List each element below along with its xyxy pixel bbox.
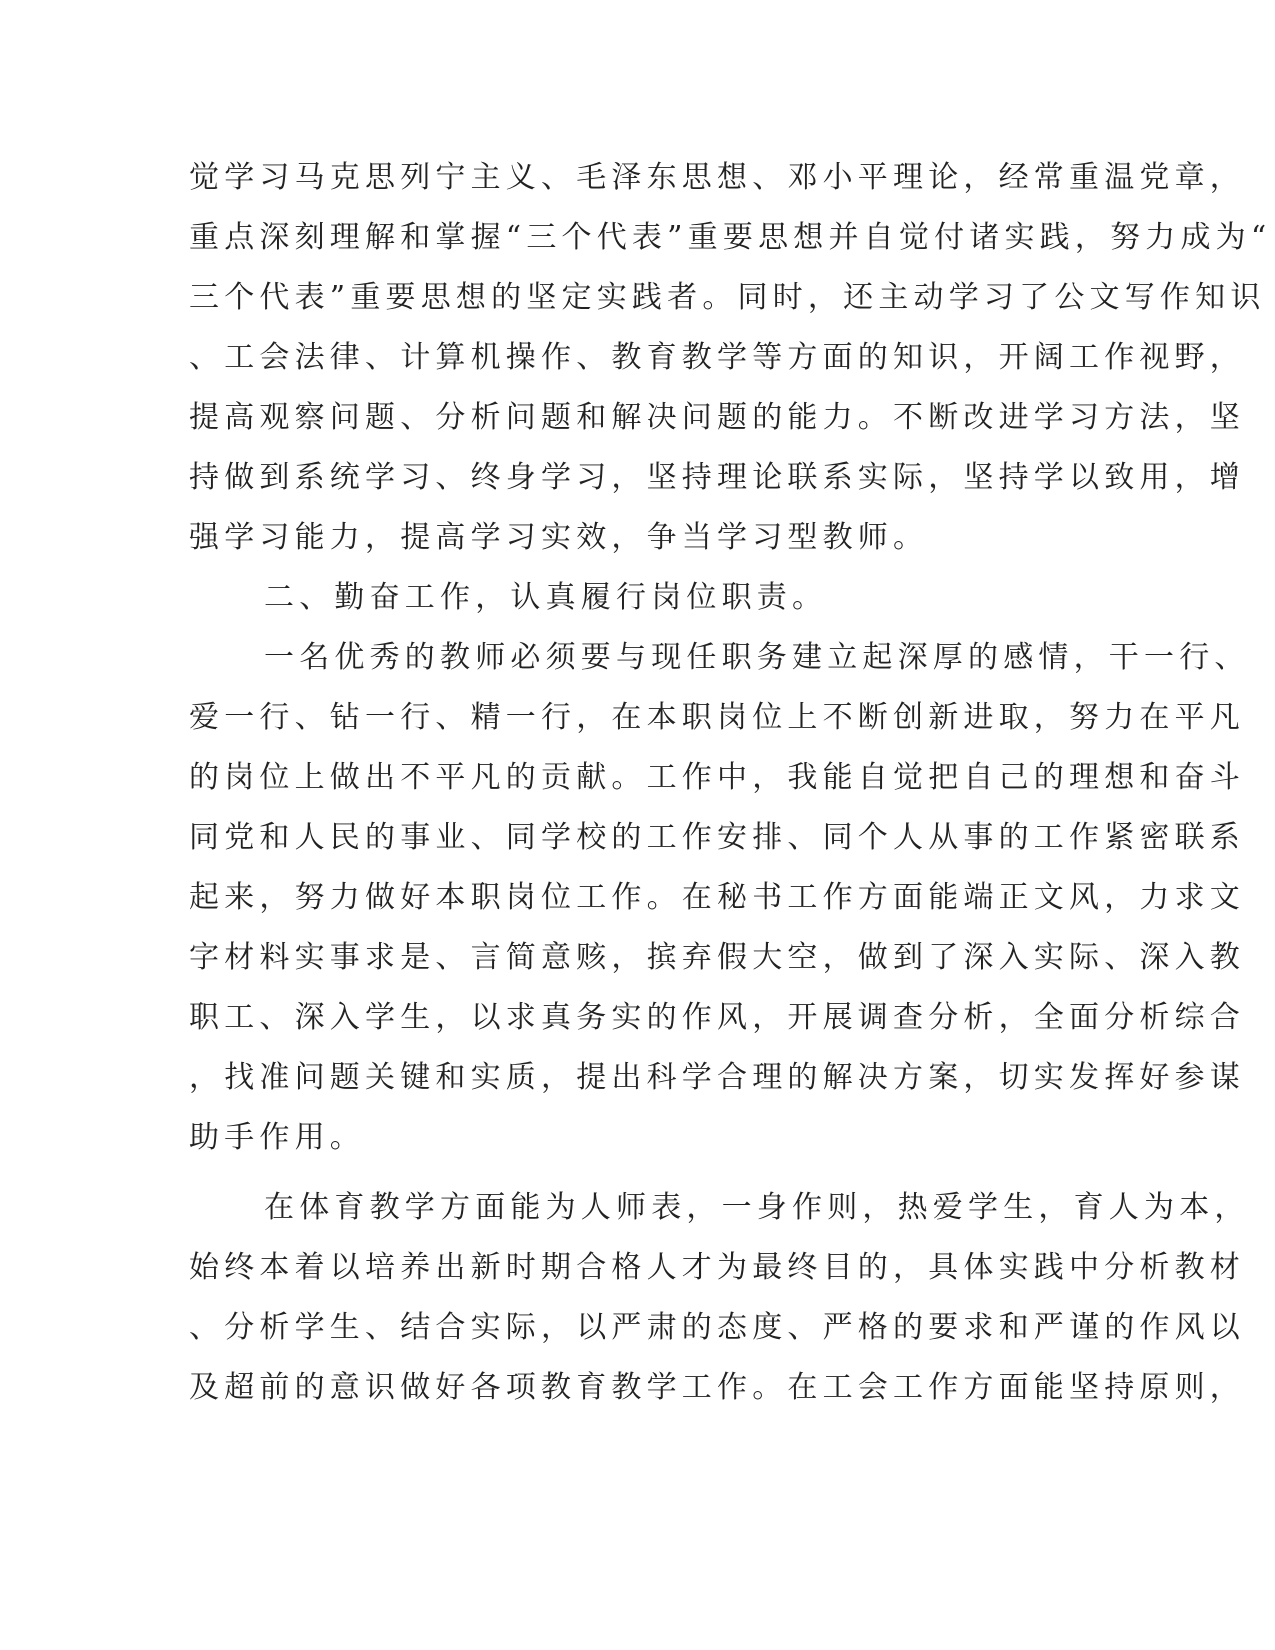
text-line-20: 、分析学生、结合实际，以严肃的态度、严格的要求和严谨的作风以	[189, 1310, 1245, 1345]
text-line-3: 三个代表”重要思想的坚定实践者。同时，还主动学习了公文写作知识	[189, 280, 1266, 315]
section-heading: 二、勤奋工作，认真履行岗位职责。	[264, 580, 828, 615]
text-line-7: 强学习能力，提高学习实效，争当学习型教师。	[189, 520, 929, 555]
text-line-12: 同党和人民的事业、同学校的工作安排、同个人从事的工作紧密联系	[189, 820, 1245, 855]
text-line-5: 提高观察问题、分析问题和解决问题的能力。不断改进学习方法，坚	[189, 400, 1245, 435]
text-line-17: 助手作用。	[189, 1120, 365, 1155]
text-line-10: 爱一行、钻一行、精一行，在本职岗位上不断创新进取，努力在平凡	[189, 700, 1245, 735]
text-line-14: 字材料实事求是、言简意赅，摈弃假大空，做到了深入实际、深入教	[189, 940, 1245, 975]
text-line-11: 的岗位上做出不平凡的贡献。工作中，我能自觉把自己的理想和奋斗	[189, 760, 1245, 795]
text-line-1: 觉学习马克思列宁主义、毛泽东思想、邓小平理论，经常重温党章，	[189, 160, 1245, 195]
text-line-15: 职工、深入学生，以求真务实的作风，开展调查分析，全面分析综合	[189, 1000, 1245, 1035]
text-line-13: 起来，努力做好本职岗位工作。在秘书工作方面能端正文风，力求文	[189, 880, 1245, 915]
text-line-16: ，找准问题关键和实质，提出科学合理的解决方案，切实发挥好参谋	[189, 1060, 1245, 1095]
text-line-19: 始终本着以培养出新时期合格人才为最终目的，具体实践中分析教材	[189, 1250, 1245, 1285]
text-line-18: 在体育教学方面能为人师表，一身作则，热爱学生，育人为本，	[264, 1190, 1250, 1225]
text-line-2: 重点深刻理解和掌握“三个代表”重要思想并自觉付诸实践，努力成为“	[189, 220, 1272, 255]
text-line-6: 持做到系统学习、终身学习，坚持理论联系实际，坚持学以致用，增	[189, 460, 1245, 495]
text-line-4: 、工会法律、计算机操作、教育教学等方面的知识，开阔工作视野，	[189, 340, 1245, 375]
text-line-21: 及超前的意识做好各项教育教学工作。在工会工作方面能坚持原则，	[189, 1370, 1245, 1405]
text-line-9: 一名优秀的教师必须要与现任职务建立起深厚的感情，干一行、	[264, 640, 1250, 675]
